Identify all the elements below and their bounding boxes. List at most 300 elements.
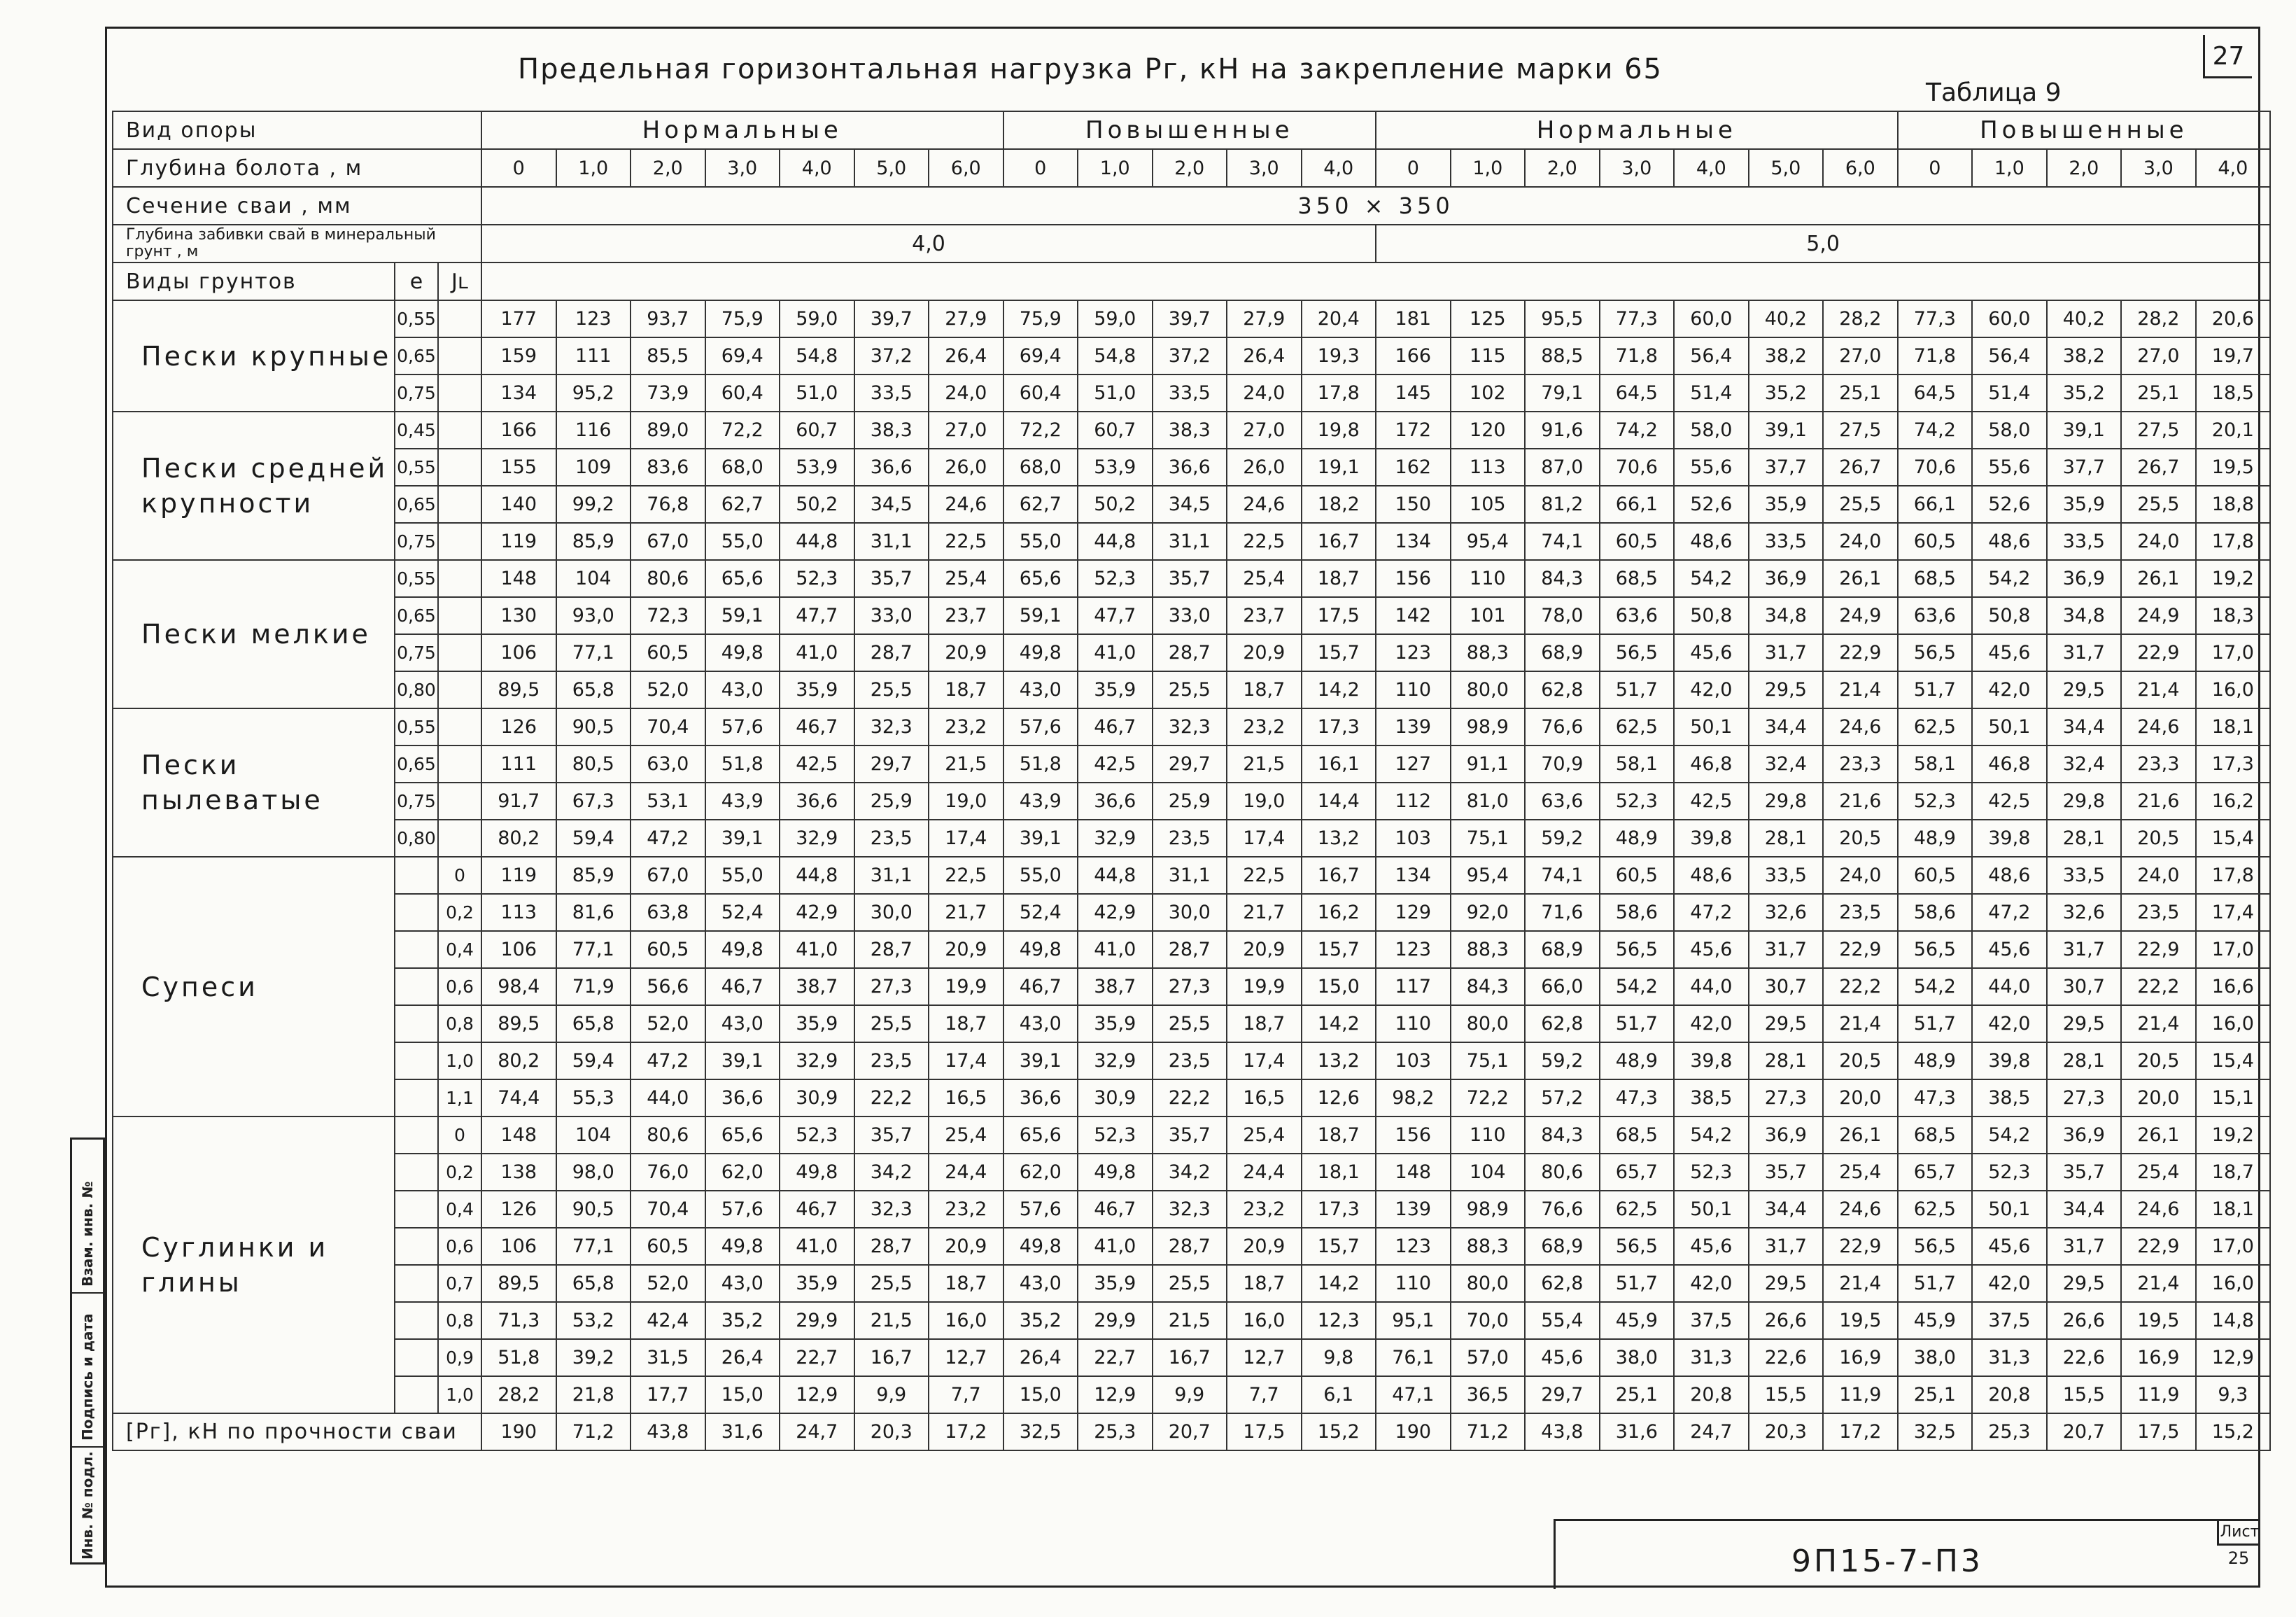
load-value-cell: 60,4 bbox=[1003, 374, 1078, 412]
load-value-cell: 33,0 bbox=[854, 597, 929, 634]
e-value: 0,65 bbox=[395, 486, 438, 523]
load-value-cell: 21,4 bbox=[1823, 671, 1898, 708]
load-value-cell: 21,5 bbox=[1153, 1302, 1227, 1339]
jl-value bbox=[438, 374, 481, 412]
table-row bbox=[113, 374, 2270, 412]
table-row bbox=[113, 1265, 2270, 1302]
load-value-cell: 28,7 bbox=[1153, 1228, 1227, 1265]
load-value-cell: 23,5 bbox=[1823, 894, 1898, 931]
jl-value bbox=[438, 820, 481, 857]
jl-value: 0,8 bbox=[438, 1302, 481, 1339]
load-value-cell: 59,4 bbox=[556, 820, 631, 857]
load-value-cell: 44,0 bbox=[1674, 968, 1749, 1005]
load-value-cell: 60,5 bbox=[1600, 523, 1675, 560]
load-value-cell: 16,0 bbox=[1227, 1302, 1302, 1339]
load-value-cell: 21,8 bbox=[556, 1376, 631, 1413]
load-value-cell: 23,5 bbox=[2121, 894, 2196, 931]
load-value-cell: 51,0 bbox=[1078, 374, 1153, 412]
load-value-cell: 76,8 bbox=[631, 486, 705, 523]
load-value-cell: 74,1 bbox=[1525, 857, 1600, 894]
side-cell-signature bbox=[72, 1294, 103, 1448]
load-value-cell: 26,7 bbox=[1823, 449, 1898, 486]
table-row bbox=[113, 1302, 2270, 1339]
load-value-cell: 53,9 bbox=[780, 449, 854, 486]
load-value-cell: 35,7 bbox=[1153, 560, 1227, 597]
load-value-cell: 62,8 bbox=[1525, 671, 1600, 708]
load-value-cell: 38,2 bbox=[1749, 337, 1824, 374]
load-value-cell: 56,5 bbox=[1898, 634, 1973, 671]
load-value-cell: 15,0 bbox=[705, 1376, 780, 1413]
load-value-cell: 21,4 bbox=[1823, 1005, 1898, 1042]
category-raised-2: Повышенные bbox=[1898, 111, 2271, 149]
load-value-cell: 70,9 bbox=[1525, 746, 1600, 783]
load-value-cell: 39,8 bbox=[1674, 820, 1749, 857]
load-value-cell: 98,9 bbox=[1451, 1191, 1526, 1228]
jl-value bbox=[438, 300, 481, 337]
jl-value: 1,0 bbox=[438, 1042, 481, 1079]
load-value-cell: 35,2 bbox=[705, 1302, 780, 1339]
load-value-cell: 95,1 bbox=[1376, 1302, 1451, 1339]
load-value-cell: 52,4 bbox=[1003, 894, 1078, 931]
load-value-cell: 22,2 bbox=[1153, 1079, 1227, 1116]
load-value-cell: 25,9 bbox=[854, 783, 929, 820]
load-value-cell: 42,0 bbox=[1972, 1005, 2047, 1042]
load-value-cell: 74,2 bbox=[1600, 412, 1675, 449]
load-value-cell: 35,9 bbox=[1078, 1005, 1153, 1042]
load-value-cell: 15,0 bbox=[1302, 968, 1376, 1005]
load-value-cell: 45,9 bbox=[1600, 1302, 1675, 1339]
load-value-cell: 116 bbox=[556, 412, 631, 449]
load-value-cell: 18,1 bbox=[2196, 1191, 2271, 1228]
load-value-cell: 36,9 bbox=[2047, 560, 2122, 597]
e-value bbox=[395, 857, 438, 894]
soil-group-name: Пески мелкие bbox=[113, 560, 395, 708]
load-value-cell: 31,3 bbox=[1674, 1339, 1749, 1376]
load-value-cell: 38,5 bbox=[1674, 1079, 1749, 1116]
strength-value-cell: 17,5 bbox=[1227, 1413, 1302, 1450]
load-table bbox=[112, 111, 2271, 1451]
load-value-cell: 24,4 bbox=[1227, 1154, 1302, 1191]
load-value-cell: 33,0 bbox=[1153, 597, 1227, 634]
load-value-cell: 17,8 bbox=[2196, 857, 2271, 894]
load-value-cell: 42,5 bbox=[780, 746, 854, 783]
load-value-cell: 78,0 bbox=[1525, 597, 1600, 634]
load-value-cell: 52,3 bbox=[1600, 783, 1675, 820]
table-row bbox=[113, 1116, 2270, 1154]
load-value-cell: 34,5 bbox=[854, 486, 929, 523]
load-value-cell: 24,9 bbox=[1823, 597, 1898, 634]
load-value-cell: 47,7 bbox=[780, 597, 854, 634]
load-value-cell: 18,7 bbox=[1227, 1005, 1302, 1042]
load-value-cell: 27,5 bbox=[2121, 412, 2196, 449]
load-value-cell: 104 bbox=[1451, 1154, 1526, 1191]
load-value-cell: 18,7 bbox=[1302, 560, 1376, 597]
load-value-cell: 12,7 bbox=[929, 1339, 1003, 1376]
load-value-cell: 48,6 bbox=[1674, 857, 1749, 894]
soil-group-name: Пески средней крупности bbox=[113, 412, 395, 560]
load-value-cell: 21,4 bbox=[2121, 1005, 2196, 1042]
load-value-cell: 119 bbox=[481, 523, 556, 560]
load-value-cell: 16,6 bbox=[2196, 968, 2271, 1005]
load-value-cell: 28,1 bbox=[2047, 820, 2122, 857]
load-value-cell: 45,6 bbox=[1972, 634, 2047, 671]
load-value-cell: 52,0 bbox=[631, 1265, 705, 1302]
load-value-cell: 22,9 bbox=[2121, 931, 2196, 968]
load-value-cell: 49,8 bbox=[1078, 1154, 1153, 1191]
load-value-cell: 64,5 bbox=[1600, 374, 1675, 412]
load-value-cell: 17,3 bbox=[2196, 746, 2271, 783]
load-value-cell: 55,0 bbox=[1003, 523, 1078, 560]
load-value-cell: 60,0 bbox=[1972, 300, 2047, 337]
load-value-cell: 25,1 bbox=[1600, 1376, 1675, 1413]
load-value-cell: 29,7 bbox=[1525, 1376, 1600, 1413]
load-value-cell: 106 bbox=[481, 634, 556, 671]
load-value-cell: 20,9 bbox=[929, 634, 1003, 671]
load-value-cell: 58,0 bbox=[1674, 412, 1749, 449]
jl-value bbox=[438, 523, 481, 560]
load-value-cell: 22,5 bbox=[1227, 857, 1302, 894]
load-value-cell: 60,7 bbox=[1078, 412, 1153, 449]
load-value-cell: 56,5 bbox=[1898, 1228, 1973, 1265]
load-value-cell: 16,7 bbox=[1302, 857, 1376, 894]
load-value-cell: 110 bbox=[1451, 1116, 1526, 1154]
load-value-cell: 20,9 bbox=[1227, 931, 1302, 968]
load-value-cell: 103 bbox=[1376, 1042, 1451, 1079]
load-value-cell: 34,4 bbox=[1749, 708, 1824, 746]
load-value-cell: 68,5 bbox=[1600, 560, 1675, 597]
load-value-cell: 42,0 bbox=[1674, 671, 1749, 708]
load-value-cell: 45,9 bbox=[1898, 1302, 1973, 1339]
load-value-cell: 30,9 bbox=[1078, 1079, 1153, 1116]
load-value-cell: 68,9 bbox=[1525, 1228, 1600, 1265]
load-value-cell: 23,5 bbox=[854, 820, 929, 857]
load-value-cell: 51,7 bbox=[1898, 1005, 1973, 1042]
load-value-cell: 23,3 bbox=[2121, 746, 2196, 783]
load-value-cell: 20,9 bbox=[1227, 1228, 1302, 1265]
depth-cell: 4,0 bbox=[1302, 149, 1376, 187]
load-value-cell: 32,9 bbox=[1078, 1042, 1153, 1079]
depth-cell: 5,0 bbox=[1749, 149, 1824, 187]
load-value-cell: 166 bbox=[481, 412, 556, 449]
load-value-cell: 67,0 bbox=[631, 523, 705, 560]
load-value-cell: 148 bbox=[481, 560, 556, 597]
load-value-cell: 42,5 bbox=[1078, 746, 1153, 783]
load-value-cell: 35,9 bbox=[1078, 1265, 1153, 1302]
load-value-cell: 39,1 bbox=[1003, 1042, 1078, 1079]
load-value-cell: 55,4 bbox=[1525, 1302, 1600, 1339]
jl-value bbox=[438, 597, 481, 634]
table-row bbox=[113, 449, 2270, 486]
depth-cell: 1,0 bbox=[1451, 149, 1526, 187]
jl-value: 0 bbox=[438, 857, 481, 894]
load-value-cell: 26,0 bbox=[1227, 449, 1302, 486]
load-value-cell: 65,6 bbox=[1003, 1116, 1078, 1154]
load-value-cell: 43,0 bbox=[705, 1005, 780, 1042]
load-value-cell: 23,2 bbox=[1227, 708, 1302, 746]
load-value-cell: 113 bbox=[481, 894, 556, 931]
load-value-cell: 17,8 bbox=[1302, 374, 1376, 412]
load-value-cell: 110 bbox=[1376, 1265, 1451, 1302]
load-value-cell: 7,7 bbox=[929, 1376, 1003, 1413]
load-value-cell: 77,1 bbox=[556, 634, 631, 671]
load-value-cell: 60,4 bbox=[705, 374, 780, 412]
load-value-cell: 15,1 bbox=[2196, 1079, 2271, 1116]
load-value-cell: 55,6 bbox=[1972, 449, 2047, 486]
load-value-cell: 26,7 bbox=[2121, 449, 2196, 486]
load-value-cell: 21,4 bbox=[2121, 671, 2196, 708]
section-value: 350 × 350 bbox=[481, 187, 2270, 225]
load-value-cell: 20,4 bbox=[1302, 300, 1376, 337]
load-value-cell: 166 bbox=[1376, 337, 1451, 374]
load-value-cell: 19,2 bbox=[2196, 560, 2271, 597]
strength-value-cell: 20,7 bbox=[2047, 1413, 2122, 1450]
load-value-cell: 89,0 bbox=[631, 412, 705, 449]
strength-value-cell: 15,2 bbox=[2196, 1413, 2271, 1450]
depth-cell: 6,0 bbox=[929, 149, 1003, 187]
load-value-cell: 31,7 bbox=[1749, 1228, 1824, 1265]
depth-cell: 2,0 bbox=[631, 149, 705, 187]
load-value-cell: 21,7 bbox=[929, 894, 1003, 931]
strength-value-cell: 71,2 bbox=[1451, 1413, 1526, 1450]
load-value-cell: 62,0 bbox=[1003, 1154, 1078, 1191]
load-value-cell: 90,5 bbox=[556, 1191, 631, 1228]
load-value-cell: 35,7 bbox=[854, 560, 929, 597]
load-value-cell: 19,5 bbox=[1823, 1302, 1898, 1339]
e-value: 0,75 bbox=[395, 523, 438, 560]
load-value-cell: 50,1 bbox=[1674, 708, 1749, 746]
table-row bbox=[113, 783, 2270, 820]
depth-cell: 1,0 bbox=[1078, 149, 1153, 187]
load-value-cell: 9,3 bbox=[2196, 1376, 2271, 1413]
load-value-cell: 9,9 bbox=[854, 1376, 929, 1413]
load-value-cell: 24,6 bbox=[1823, 1191, 1898, 1228]
load-value-cell: 31,5 bbox=[631, 1339, 705, 1376]
load-value-cell: 26,1 bbox=[2121, 1116, 2196, 1154]
load-value-cell: 101 bbox=[1451, 597, 1526, 634]
header-row-section bbox=[113, 187, 2270, 225]
load-value-cell: 150 bbox=[1376, 486, 1451, 523]
load-value-cell: 72,2 bbox=[1003, 412, 1078, 449]
e-value bbox=[395, 1079, 438, 1116]
load-value-cell: 21,6 bbox=[1823, 783, 1898, 820]
load-value-cell: 52,3 bbox=[1674, 1154, 1749, 1191]
load-value-cell: 33,5 bbox=[1749, 857, 1824, 894]
load-value-cell: 63,6 bbox=[1525, 783, 1600, 820]
load-value-cell: 23,3 bbox=[1823, 746, 1898, 783]
load-value-cell: 93,7 bbox=[631, 300, 705, 337]
load-value-cell: 30,7 bbox=[1749, 968, 1824, 1005]
load-value-cell: 125 bbox=[1451, 300, 1526, 337]
strength-value-cell: 190 bbox=[481, 1413, 556, 1450]
load-value-cell: 25,5 bbox=[854, 671, 929, 708]
load-value-cell: 52,6 bbox=[1674, 486, 1749, 523]
load-value-cell: 38,2 bbox=[2047, 337, 2122, 374]
load-value-cell: 33,5 bbox=[854, 374, 929, 412]
load-value-cell: 51,7 bbox=[1600, 1265, 1675, 1302]
load-value-cell: 49,8 bbox=[705, 931, 780, 968]
load-value-cell: 60,5 bbox=[1898, 857, 1973, 894]
load-value-cell: 60,0 bbox=[1674, 300, 1749, 337]
load-value-cell: 39,1 bbox=[2047, 412, 2122, 449]
load-value-cell: 56,5 bbox=[1600, 931, 1675, 968]
load-value-cell: 127 bbox=[1376, 746, 1451, 783]
load-value-cell: 52,3 bbox=[1078, 560, 1153, 597]
load-value-cell: 46,7 bbox=[1078, 1191, 1153, 1228]
load-value-cell: 32,9 bbox=[780, 1042, 854, 1079]
load-value-cell: 54,8 bbox=[1078, 337, 1153, 374]
load-value-cell: 23,2 bbox=[929, 1191, 1003, 1228]
load-value-cell: 25,5 bbox=[1153, 671, 1227, 708]
load-value-cell: 12,9 bbox=[780, 1376, 854, 1413]
jl-value: 0,4 bbox=[438, 1191, 481, 1228]
load-value-cell: 111 bbox=[481, 746, 556, 783]
load-value-cell: 48,9 bbox=[1898, 820, 1973, 857]
load-value-cell: 28,2 bbox=[481, 1376, 556, 1413]
load-value-cell: 15,4 bbox=[2196, 1042, 2271, 1079]
jl-value bbox=[438, 412, 481, 449]
load-value-cell: 24,0 bbox=[1823, 523, 1898, 560]
load-value-cell: 28,1 bbox=[1749, 1042, 1824, 1079]
load-value-cell: 25,4 bbox=[1823, 1154, 1898, 1191]
load-value-cell: 42,9 bbox=[780, 894, 854, 931]
load-value-cell: 42,0 bbox=[1972, 671, 2047, 708]
jl-value bbox=[438, 746, 481, 783]
load-value-cell: 47,2 bbox=[631, 1042, 705, 1079]
table-row bbox=[113, 1228, 2270, 1265]
load-value-cell: 28,7 bbox=[854, 634, 929, 671]
load-value-cell: 16,9 bbox=[2121, 1339, 2196, 1376]
load-value-cell: 31,7 bbox=[1749, 931, 1824, 968]
strength-value-cell: 20,3 bbox=[854, 1413, 929, 1450]
load-value-cell: 48,6 bbox=[1674, 523, 1749, 560]
e-value bbox=[395, 1339, 438, 1376]
load-value-cell: 62,5 bbox=[1600, 708, 1675, 746]
load-value-cell: 49,8 bbox=[1003, 931, 1078, 968]
load-value-cell: 80,2 bbox=[481, 820, 556, 857]
load-value-cell: 70,6 bbox=[1600, 449, 1675, 486]
jl-value: 0 bbox=[438, 1116, 481, 1154]
load-value-cell: 38,3 bbox=[1153, 412, 1227, 449]
load-value-cell: 51,4 bbox=[1674, 374, 1749, 412]
e-value bbox=[395, 1154, 438, 1191]
load-value-cell: 16,7 bbox=[1153, 1339, 1227, 1376]
load-value-cell: 62,5 bbox=[1898, 708, 1973, 746]
load-value-cell: 13,2 bbox=[1302, 1042, 1376, 1079]
load-value-cell: 24,6 bbox=[929, 486, 1003, 523]
load-value-cell: 36,6 bbox=[1153, 449, 1227, 486]
load-value-cell: 29,8 bbox=[2047, 783, 2122, 820]
header-row-support-type bbox=[113, 111, 2270, 149]
load-value-cell: 57,6 bbox=[1003, 708, 1078, 746]
load-value-cell: 74,2 bbox=[1898, 412, 1973, 449]
strength-value-cell: 17,2 bbox=[1823, 1413, 1898, 1450]
load-value-cell: 119 bbox=[481, 857, 556, 894]
load-value-cell: 37,2 bbox=[854, 337, 929, 374]
load-value-cell: 65,8 bbox=[556, 1265, 631, 1302]
depth-cell: 3,0 bbox=[1227, 149, 1302, 187]
load-value-cell: 71,8 bbox=[1898, 337, 1973, 374]
load-value-cell: 58,6 bbox=[1898, 894, 1973, 931]
load-value-cell: 47,1 bbox=[1376, 1376, 1451, 1413]
load-value-cell: 32,6 bbox=[1749, 894, 1824, 931]
load-value-cell: 46,8 bbox=[1674, 746, 1749, 783]
load-value-cell: 50,8 bbox=[1972, 597, 2047, 634]
strength-value-cell: 31,6 bbox=[705, 1413, 780, 1450]
load-value-cell: 32,3 bbox=[854, 1191, 929, 1228]
load-value-cell: 41,0 bbox=[1078, 634, 1153, 671]
load-value-cell: 39,1 bbox=[1749, 412, 1824, 449]
load-value-cell: 50,2 bbox=[1078, 486, 1153, 523]
load-value-cell: 130 bbox=[481, 597, 556, 634]
load-value-cell: 19,5 bbox=[2121, 1302, 2196, 1339]
load-value-cell: 26,4 bbox=[929, 337, 1003, 374]
depth-cell: 2,0 bbox=[1525, 149, 1600, 187]
load-value-cell: 43,0 bbox=[1003, 1265, 1078, 1302]
e-value: 0,75 bbox=[395, 783, 438, 820]
strength-value-cell: 190 bbox=[1376, 1413, 1451, 1450]
load-value-cell: 76,0 bbox=[631, 1154, 705, 1191]
load-value-cell: 62,5 bbox=[1898, 1191, 1973, 1228]
load-value-cell: 52,0 bbox=[631, 671, 705, 708]
load-value-cell: 30,7 bbox=[2047, 968, 2122, 1005]
load-value-cell: 18,7 bbox=[1227, 671, 1302, 708]
load-value-cell: 22,6 bbox=[1749, 1339, 1824, 1376]
load-value-cell: 37,2 bbox=[1153, 337, 1227, 374]
load-value-cell: 43,0 bbox=[705, 671, 780, 708]
load-value-cell: 21,5 bbox=[854, 1302, 929, 1339]
load-value-cell: 77,1 bbox=[556, 931, 631, 968]
load-value-cell: 46,7 bbox=[1078, 708, 1153, 746]
load-value-cell: 35,9 bbox=[1749, 486, 1824, 523]
load-value-cell: 32,3 bbox=[1153, 708, 1227, 746]
load-value-cell: 25,9 bbox=[1153, 783, 1227, 820]
load-value-cell: 31,7 bbox=[2047, 634, 2122, 671]
load-value-cell: 35,7 bbox=[854, 1116, 929, 1154]
jl-value bbox=[438, 560, 481, 597]
load-value-cell: 36,5 bbox=[1451, 1376, 1526, 1413]
load-value-cell: 46,8 bbox=[1972, 746, 2047, 783]
load-value-cell: 17,4 bbox=[929, 820, 1003, 857]
jl-value: 0,2 bbox=[438, 894, 481, 931]
load-value-cell: 20,6 bbox=[2196, 300, 2271, 337]
load-value-cell: 26,1 bbox=[2121, 560, 2196, 597]
depth-cell: 0 bbox=[1898, 149, 1973, 187]
jl-value: 0,9 bbox=[438, 1339, 481, 1376]
load-value-cell: 52,6 bbox=[1972, 486, 2047, 523]
load-value-cell: 36,9 bbox=[1749, 560, 1824, 597]
load-value-cell: 56,4 bbox=[1972, 337, 2047, 374]
side-cell-inventory bbox=[72, 1448, 103, 1563]
load-value-cell: 41,0 bbox=[780, 931, 854, 968]
load-value-cell: 52,0 bbox=[631, 1005, 705, 1042]
jl-value bbox=[438, 486, 481, 523]
load-value-cell: 39,8 bbox=[1972, 1042, 2047, 1079]
load-value-cell: 148 bbox=[1376, 1154, 1451, 1191]
load-value-cell: 9,8 bbox=[1302, 1339, 1376, 1376]
load-value-cell: 35,9 bbox=[2047, 486, 2122, 523]
load-value-cell: 23,5 bbox=[1153, 820, 1227, 857]
load-value-cell: 16,0 bbox=[2196, 671, 2271, 708]
load-value-cell: 42,0 bbox=[1972, 1265, 2047, 1302]
load-value-cell: 23,5 bbox=[854, 1042, 929, 1079]
load-value-cell: 74,4 bbox=[481, 1079, 556, 1116]
load-value-cell: 64,5 bbox=[1898, 374, 1973, 412]
load-value-cell: 60,5 bbox=[631, 931, 705, 968]
load-value-cell: 39,1 bbox=[705, 820, 780, 857]
load-value-cell: 95,2 bbox=[556, 374, 631, 412]
load-value-cell: 36,6 bbox=[1003, 1079, 1078, 1116]
load-value-cell: 110 bbox=[1451, 560, 1526, 597]
